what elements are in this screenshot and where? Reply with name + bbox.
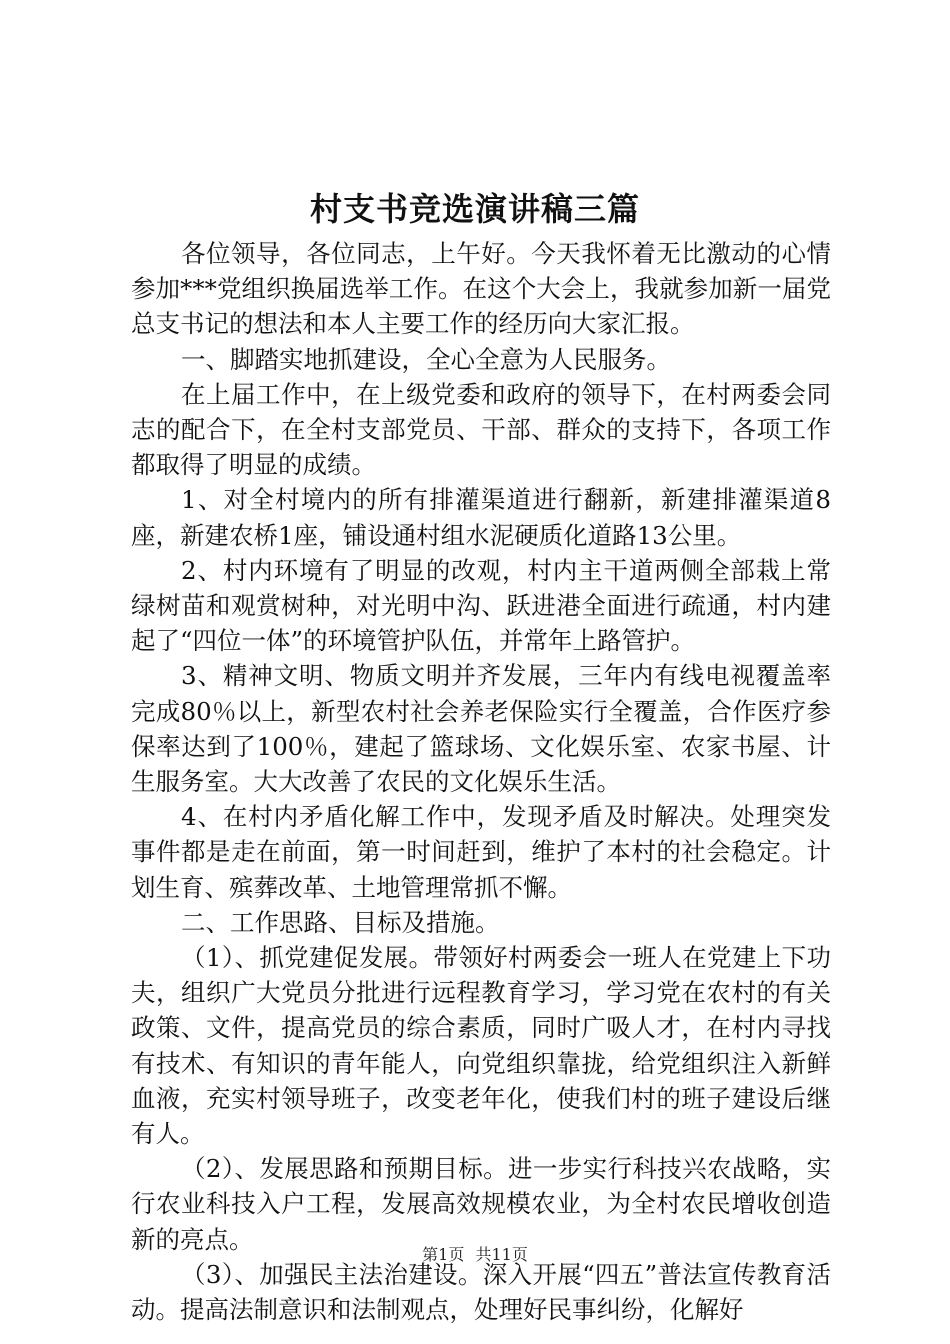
- paragraph-item-1: 1、对全村境内的所有排灌渠道进行翻新，新建排灌渠道8座，新建农桥1座，铺设通村组水泥硬质化道路13公里。: [131, 485, 831, 550]
- paragraph-item-2: 2、村内环境有了明显的改观，村内主干道两侧全部栽上常绿树苗和观赏树种，对光明中沟、跃进港全面进行疏通，村内建起了“四位一体”的环境管护队伍，并常年上路管护。: [131, 555, 831, 656]
- page-total: 共11页: [475, 1245, 528, 1264]
- section-heading-2: 二、工作思路、目标及措施。: [181, 907, 500, 937]
- section-heading-1: 一、脚踏实地抓建设，全心全意为人民服务。: [181, 344, 671, 374]
- page-footer: [0, 1243, 950, 1267]
- paragraph-measure-2: （2）、发展思路和预期目标。进一步实行科技兴农战略，实行农业科技入户工程，发展高效规模农业，为全村农民增收创造新的亮点。: [131, 1154, 831, 1254]
- paragraph-item-4: 4、在村内矛盾化解工作中，发现矛盾及时解决。处理突发事件都是走在前面，第一时间赶到，维护了本村的社会稳定。计划生育、殡葬改革、土地管理常抓不懈。: [131, 802, 831, 902]
- page-number: 第1页: [422, 1245, 465, 1264]
- document-title: 村支书竞选演讲稿三篇: [309, 190, 640, 228]
- document-body: [131, 236, 831, 1327]
- paragraph-measure-3: （3）、加强民主法治建设。深入开展“四五”普法宣传教育活动。提高法制意识和法制观点，处理好民事纠纷，化解好: [131, 1259, 831, 1325]
- paragraph-previous-work: 在上届工作中，在上级党委和政府的领导下，在村两委会同志的配合下，在全村支部党员、干部、群众的支持下，各项工作都取得了明显的成绩。: [131, 379, 831, 480]
- paragraph-item-3: 3、精神文明、物质文明并齐发展，三年内有线电视覆盖率完成80％以上，新型农村社会养老保险实行全覆盖，合作医疗参保率达到了100％，建起了篮球场、文化娱乐室、农家书屋、计生服务室。大大改善了农民的文化娱乐生活。: [131, 661, 831, 797]
- paragraph-measure-1: （1）、抓党建促发展。带领好村两委会一班人在党建上下功夫，组织广大党员分批进行远程教育学习，学习党在农村的有关政策、文件，提高党员的综合素质，同时广吸人才，在村内寻找有技术、有知识的青年能人，向党组织靠拢，给党组织注入新鲜血液，充实村领导班子，改变老年化，使我们村的班子建设后继有人。: [131, 943, 831, 1149]
- paragraph-greeting: 各位领导，各位同志，上午好。今天我怀着无比激动的心情参加***党组织换届选举工作。在这个大会上，我就参加新一届党总支书记的想法和本人主要工作的经历向大家汇报。: [131, 239, 831, 339]
